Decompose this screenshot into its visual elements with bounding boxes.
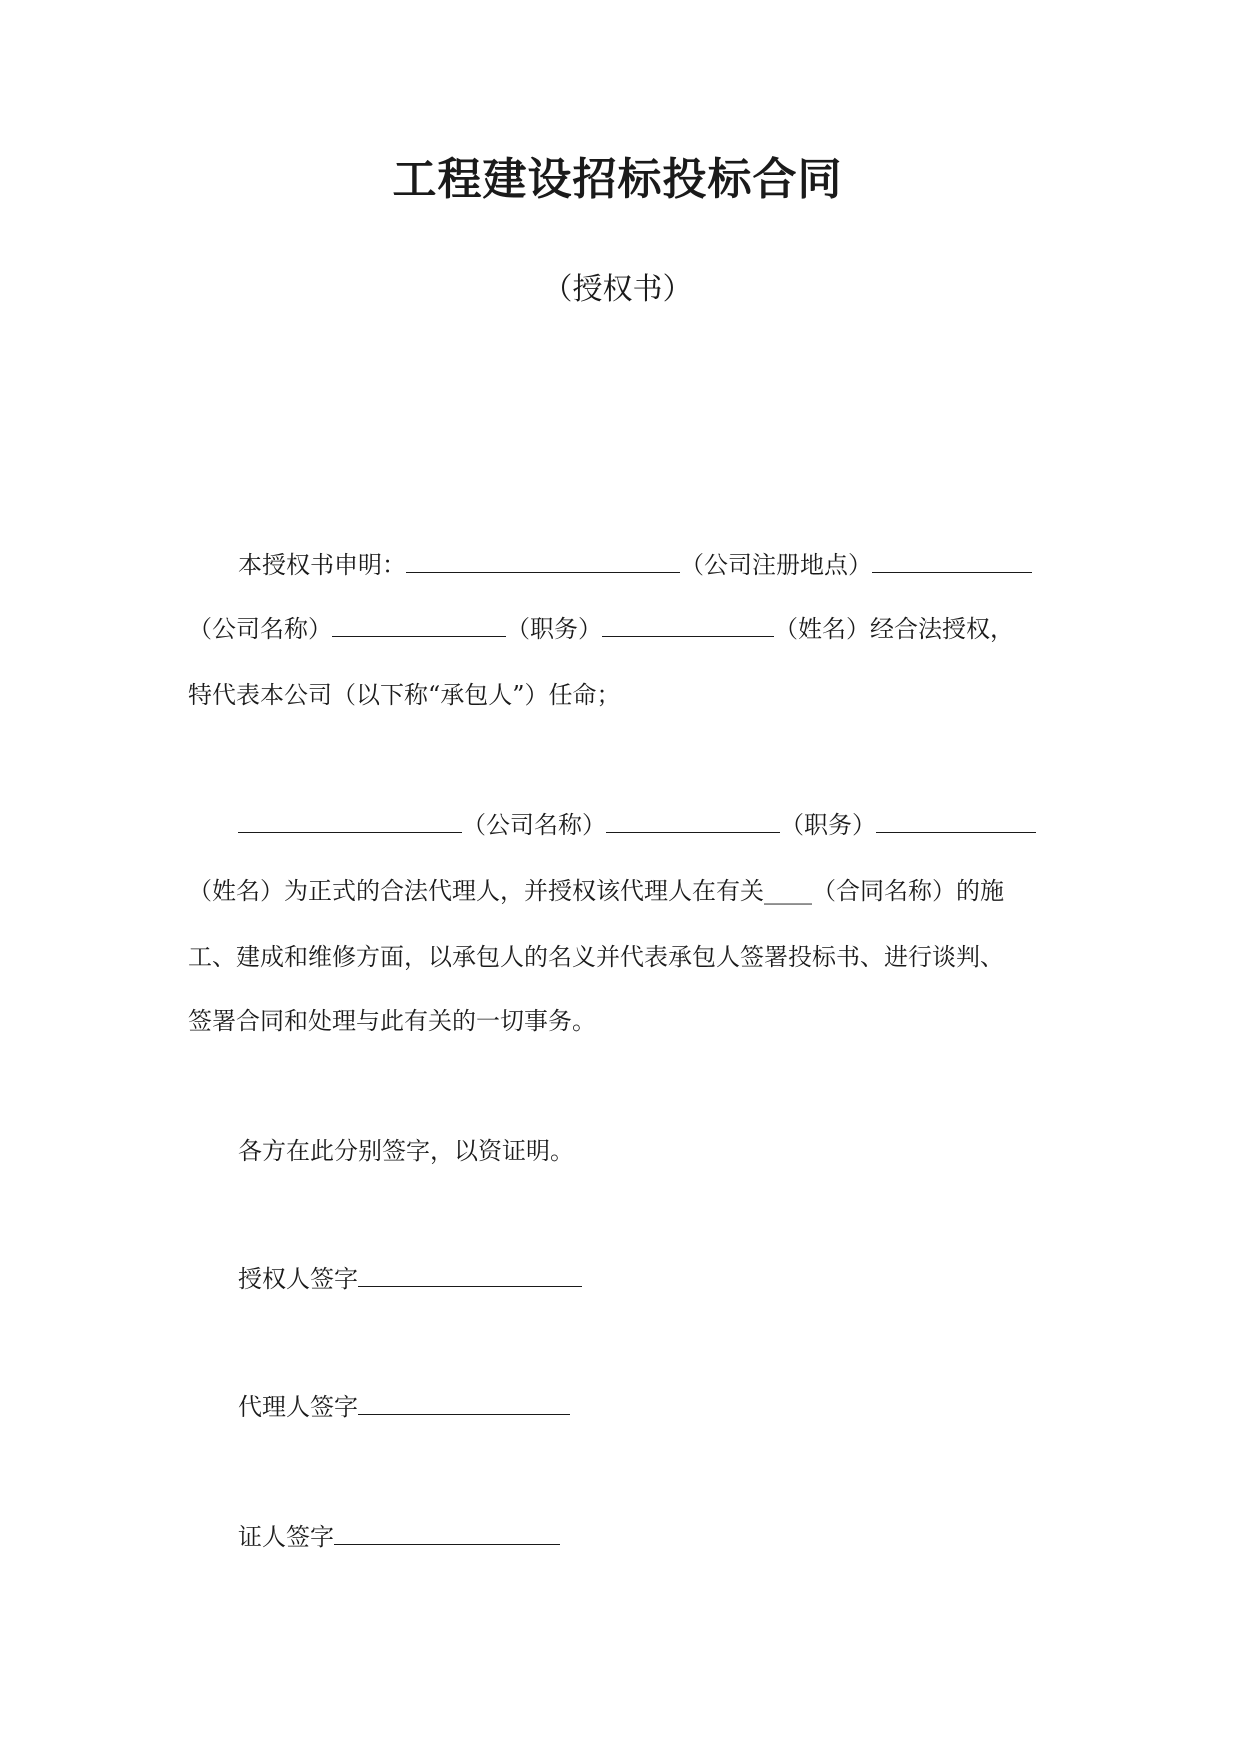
label-reg-place: （公司注册地点）: [680, 551, 872, 579]
para2-line1: [238, 808, 1036, 842]
document-title: 工程建设招标投标合同: [392, 154, 843, 205]
para2-line4: 签署合同和处理与此有关的一切事务。: [188, 1007, 596, 1035]
signature-line: [334, 1522, 560, 1545]
signature-witness-label: 证人签字: [238, 1523, 334, 1551]
blank-line: [606, 810, 780, 833]
blank-line: [332, 614, 506, 637]
signature-authorizer-label: 授权人签字: [238, 1265, 358, 1293]
signature-line: [358, 1264, 582, 1287]
blank-line: [406, 550, 680, 573]
blank-line: [602, 614, 774, 637]
blank-line: [238, 810, 462, 833]
para1-line3: 特代表本公司（以下称“承包人”）任命；: [188, 681, 621, 709]
para2-line2: （姓名）为正式的合法代理人，并授权该代理人在有关____（合同名称）的施: [188, 877, 1004, 905]
para2-line3: 工、建成和维修方面，以承包人的名义并代表承包人签署投标书、进行谈判、: [188, 943, 1004, 971]
blank-line: [872, 550, 1032, 573]
para1-lead: 本授权书申明：: [238, 551, 406, 579]
label-company: （公司名称）: [462, 811, 606, 839]
signature-agent-label: 代理人签字: [238, 1393, 358, 1421]
para1-line2: [188, 612, 1014, 646]
label-position: （职务）: [780, 811, 876, 839]
document-subtitle: （授权书）: [542, 272, 693, 307]
signature-agent: [238, 1390, 570, 1424]
blank-line: [876, 810, 1036, 833]
label-position: （职务）: [506, 615, 602, 643]
para1-line1: [238, 548, 1032, 582]
label-name-authorized: （姓名）经合法授权，: [774, 615, 1014, 643]
signature-witness: [238, 1520, 560, 1554]
signature-authorizer: [238, 1262, 582, 1296]
closing-statement: 各方在此分别签字，以资证明。: [238, 1137, 574, 1165]
signature-line: [358, 1392, 570, 1415]
label-company: （公司名称）: [188, 615, 332, 643]
